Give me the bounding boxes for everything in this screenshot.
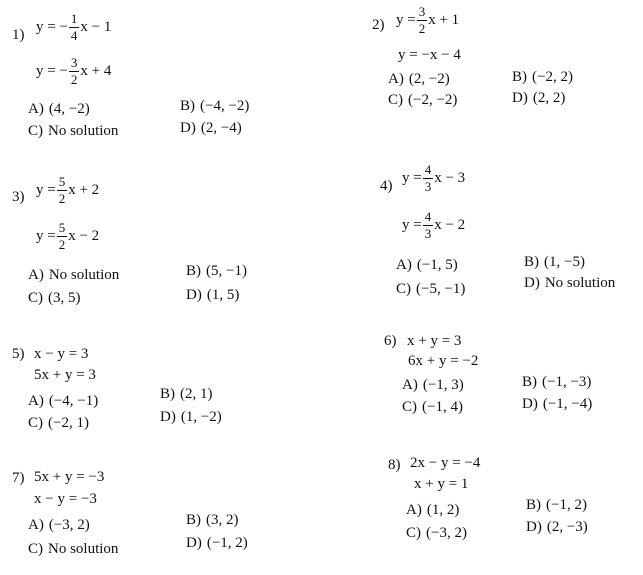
option-c[interactable]: C) (−3, 2) (406, 525, 467, 541)
option-a[interactable]: A) (4, −2) (28, 101, 90, 117)
option-b[interactable]: B) (−2, 2) (512, 69, 573, 85)
option-c[interactable]: C) (−1, 4) (402, 399, 463, 415)
option-d[interactable]: D) (−1, 2) (186, 535, 248, 551)
equation-2: 6x + y = −2 (408, 353, 479, 369)
problem-number: 6) (384, 333, 397, 349)
problem-number: 4) (380, 178, 393, 194)
option-a[interactable]: A) (1, 2) (406, 502, 460, 518)
option-c[interactable]: C) No solution (28, 541, 119, 557)
equation-2: x − y = −3 (34, 491, 97, 507)
equation-1: y = − $\frac{1}{4}$ x − 1 (36, 11, 112, 43)
equation-1: y = $\frac{5}{2}$ x + 2 (36, 174, 100, 206)
option-d[interactable]: D) (2, 2) (512, 90, 566, 106)
equation-2: y = $\frac{4}{3}$ x − 2 (402, 209, 466, 241)
option-d[interactable]: D) (2, −4) (180, 120, 242, 136)
option-b[interactable]: B) (5, −1) (186, 263, 247, 279)
option-d[interactable]: D) (−1, −4) (522, 396, 593, 412)
equation-2: y = − $\frac{3}{2}$ x + 4 (36, 55, 112, 87)
option-b[interactable]: B) (1, −5) (524, 254, 585, 270)
fraction: $\frac{3}{2}$ (418, 4, 426, 36)
option-c[interactable]: C) (−5, −1) (396, 281, 466, 297)
equation-1: 5x + y = −3 (34, 469, 105, 485)
option-c[interactable]: C) (3, 5) (28, 290, 81, 306)
fraction: $\frac{5}{2}$ (58, 174, 66, 206)
option-b[interactable]: B) (−4, −2) (180, 98, 250, 114)
option-a[interactable]: A) (−4, −1) (28, 393, 99, 409)
equation-2: y = −x − 4 (398, 47, 461, 63)
equation-1: y = $\frac{3}{2}$ x + 1 (396, 4, 460, 36)
equation-1: x + y = 3 (407, 333, 462, 349)
fraction: $\frac{4}{3}$ (424, 209, 432, 241)
option-b[interactable]: B) (3, 2) (186, 512, 239, 528)
equation-1: y = $\frac{4}{3}$ x − 3 (402, 162, 466, 194)
equation-2: y = $\frac{5}{2}$ x − 2 (36, 220, 100, 252)
option-b[interactable]: B) (2, 1) (160, 386, 213, 402)
option-d[interactable]: D) (2, −3) (526, 519, 588, 535)
equation-1: 2x − y = −4 (410, 455, 481, 471)
problem-number: 3) (12, 189, 25, 205)
option-a[interactable]: A) No solution (28, 267, 120, 283)
fraction: $\frac{4}{3}$ (424, 162, 432, 194)
option-a[interactable]: A) (−3, 2) (28, 517, 90, 533)
option-c[interactable]: C) (−2, 1) (28, 415, 89, 431)
problem-number: 5) (12, 346, 25, 362)
option-d[interactable]: D) (1, 5) (186, 287, 240, 303)
option-d[interactable]: D) (1, −2) (160, 409, 222, 425)
fraction: $\frac{1}{4}$ (70, 11, 78, 43)
option-d[interactable]: D) No solution (524, 275, 616, 291)
option-c[interactable]: C) No solution (28, 123, 119, 139)
option-b[interactable]: B) (−1, 2) (526, 497, 587, 513)
fraction: $\frac{3}{2}$ (70, 55, 78, 87)
fraction: $\frac{5}{2}$ (58, 220, 66, 252)
problem-number: 7) (12, 470, 25, 486)
problem-number: 2) (372, 17, 385, 33)
problem-number: 1) (12, 27, 25, 43)
equation-2: 5x + y = 3 (34, 367, 96, 383)
option-a[interactable]: A) (−1, 5) (396, 257, 458, 273)
equation-2: x + y = 1 (414, 476, 469, 492)
option-c[interactable]: C) (−2, −2) (388, 92, 458, 108)
option-a[interactable]: A) (−1, 3) (402, 377, 464, 393)
option-a[interactable]: A) (2, −2) (388, 71, 450, 87)
option-b[interactable]: B) (−1, −3) (522, 374, 592, 390)
equation-1: x − y = 3 (34, 346, 89, 362)
problem-number: 8) (388, 457, 401, 473)
